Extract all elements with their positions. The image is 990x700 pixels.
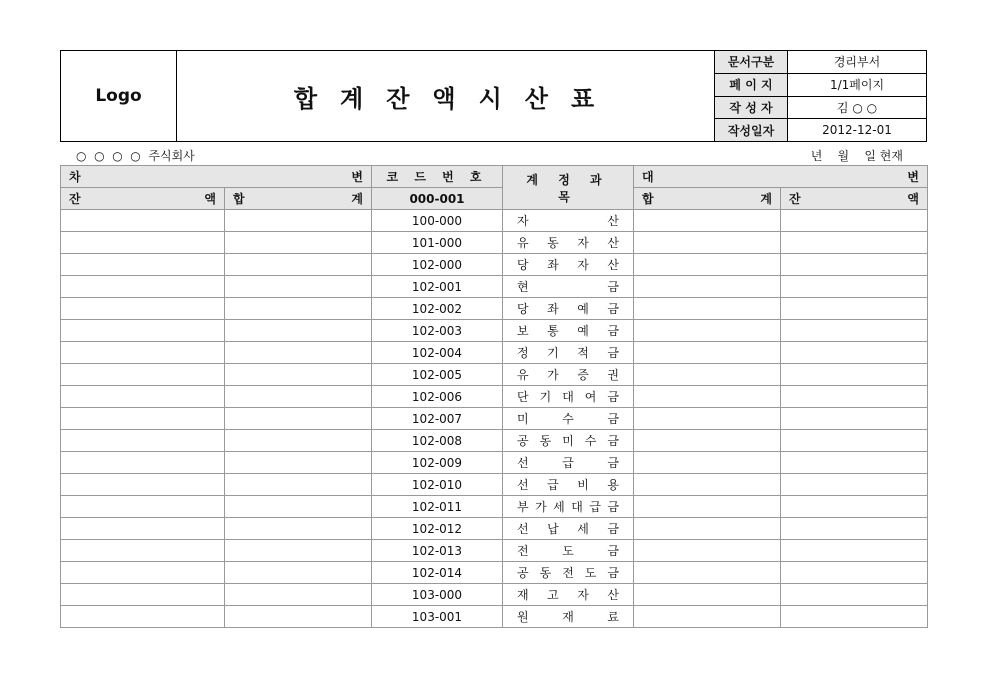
credit-balance-cell[interactable] — [781, 562, 928, 584]
credit-total-cell[interactable] — [634, 232, 781, 254]
debit-balance-cell[interactable] — [61, 430, 225, 452]
account-cell — [503, 518, 634, 540]
debit-balance-cell[interactable] — [61, 298, 225, 320]
debit-total-cell[interactable] — [225, 474, 372, 496]
header-char: 합 — [642, 192, 654, 206]
account-name: 재 고 자 산 — [517, 588, 619, 602]
debit-balance-cell[interactable] — [61, 386, 225, 408]
account-name: 부 가 세 대 급 금 — [517, 500, 619, 514]
credit-total-cell[interactable] — [634, 496, 781, 518]
table-row — [61, 364, 928, 386]
debit-total-cell[interactable] — [225, 540, 372, 562]
debit-total-cell[interactable] — [225, 386, 372, 408]
code-cell: 102-001 — [372, 276, 503, 298]
debit-total-cell[interactable] — [225, 562, 372, 584]
logo: Logo — [61, 51, 177, 141]
debit-total-cell[interactable] — [225, 408, 372, 430]
table-row — [61, 584, 928, 606]
account-name: 보 통 예 금 — [517, 324, 619, 338]
debit-total-cell[interactable] — [225, 606, 372, 628]
debit-total-cell[interactable] — [225, 496, 372, 518]
table-row — [61, 408, 928, 430]
table-row — [61, 430, 928, 452]
account-cell — [503, 496, 634, 518]
code-cell: 102-005 — [372, 364, 503, 386]
debit-balance-cell[interactable] — [61, 232, 225, 254]
credit-balance-cell[interactable] — [781, 386, 928, 408]
code-header: 코 드 번 호 — [372, 166, 503, 188]
debit-total-cell[interactable] — [225, 276, 372, 298]
credit-total-cell[interactable] — [634, 298, 781, 320]
account-cell — [503, 386, 634, 408]
info-label: 문서구분 — [715, 51, 788, 73]
code-cell: 102-011 — [372, 496, 503, 518]
code-cell: 101-000 — [372, 232, 503, 254]
debit-balance-cell[interactable] — [61, 276, 225, 298]
credit-balance-header — [781, 188, 928, 210]
table-row — [61, 298, 928, 320]
info-row — [715, 119, 926, 141]
debit-total-cell[interactable] — [225, 584, 372, 606]
account-name: 공 동 전 도 금 — [517, 566, 619, 580]
debit-balance-cell[interactable] — [61, 254, 225, 276]
code-cell: 102-013 — [372, 540, 503, 562]
debit-balance-cell[interactable] — [61, 518, 225, 540]
debit-total-cell[interactable] — [225, 452, 372, 474]
credit-balance-cell[interactable] — [781, 518, 928, 540]
credit-label-suffix: 변 — [907, 170, 919, 184]
credit-total-cell[interactable] — [634, 408, 781, 430]
header-char: 잔 — [69, 192, 81, 206]
debit-total-cell[interactable] — [225, 430, 372, 452]
account-cell — [503, 584, 634, 606]
credit-total-cell[interactable] — [634, 562, 781, 584]
code-cell: 102-000 — [372, 254, 503, 276]
account-cell — [503, 606, 634, 628]
credit-balance-cell[interactable] — [781, 474, 928, 496]
account-cell — [503, 474, 634, 496]
credit-total-cell[interactable] — [634, 474, 781, 496]
table-row — [61, 386, 928, 408]
code-cell: 100-000 — [372, 210, 503, 232]
info-value: 1/1페이지 — [829, 78, 885, 93]
table-row — [61, 562, 928, 584]
subline — [60, 145, 927, 163]
debit-total-cell[interactable] — [225, 320, 372, 342]
credit-balance-cell[interactable] — [781, 496, 928, 518]
account-name: 당 좌 예 금 — [517, 302, 619, 316]
debit-total-cell[interactable] — [225, 342, 372, 364]
code-cell: 102-014 — [372, 562, 503, 584]
credit-total-cell[interactable] — [634, 386, 781, 408]
credit-balance-cell[interactable] — [781, 606, 928, 628]
credit-total-cell[interactable] — [634, 518, 781, 540]
account-cell — [503, 540, 634, 562]
debit-balance-cell[interactable] — [61, 364, 225, 386]
credit-balance-cell[interactable] — [781, 584, 928, 606]
debit-balance-cell[interactable] — [61, 342, 225, 364]
account-cell — [503, 452, 634, 474]
header-char: 합 — [233, 192, 245, 206]
account-cell — [503, 430, 634, 452]
credit-balance-cell[interactable] — [781, 298, 928, 320]
credit-balance-cell[interactable] — [781, 540, 928, 562]
table-row — [61, 276, 928, 298]
credit-total-cell[interactable] — [634, 606, 781, 628]
account-name: 선 급 비 용 — [517, 478, 619, 492]
code-cell: 102-004 — [372, 342, 503, 364]
info-label: 작 성 자 — [715, 97, 788, 119]
credit-total-cell[interactable] — [634, 584, 781, 606]
account-cell — [503, 210, 634, 232]
account-cell — [503, 342, 634, 364]
account-header: 계 정 과 목 — [503, 166, 634, 210]
account-name: 선 납 세 금 — [517, 522, 619, 536]
code-cell: 102-002 — [372, 298, 503, 320]
document-info — [715, 51, 926, 141]
credit-balance-cell[interactable] — [781, 210, 928, 232]
credit-total-cell[interactable] — [634, 276, 781, 298]
debit-label: 차 — [69, 170, 81, 184]
company-name: ○ ○ ○ ○ 주식회사 — [76, 149, 195, 163]
code-cell: 103-001 — [372, 606, 503, 628]
credit-balance-cell[interactable] — [781, 342, 928, 364]
document-header — [60, 50, 927, 142]
debit-balance-cell[interactable] — [61, 210, 225, 232]
as-of-date: 년 월 일 현재 — [810, 149, 903, 163]
credit-total-cell[interactable] — [634, 254, 781, 276]
code-cell: 102-012 — [372, 518, 503, 540]
table-row — [61, 496, 928, 518]
info-value: 김 ○ ○ — [836, 100, 878, 115]
debit-balance-cell[interactable] — [61, 606, 225, 628]
account-name: 전 도 금 — [517, 544, 619, 558]
account-cell — [503, 320, 634, 342]
account-name: 원 재 료 — [517, 610, 619, 624]
header-char: 잔 — [789, 192, 801, 206]
account-cell — [503, 276, 634, 298]
info-row — [715, 51, 926, 74]
account-name: 당 좌 자 산 — [517, 258, 619, 272]
account-name: 단 기 대 여 금 — [517, 390, 619, 404]
credit-total-cell[interactable] — [634, 452, 781, 474]
account-name: 자 산 — [517, 214, 619, 228]
credit-balance-cell[interactable] — [781, 364, 928, 386]
account-name: 정 기 적 금 — [517, 346, 619, 360]
table-row — [61, 606, 928, 628]
credit-balance-cell[interactable] — [781, 276, 928, 298]
header-char: 액 — [907, 192, 919, 206]
debit-total-header — [225, 188, 372, 210]
account-cell — [503, 408, 634, 430]
code-cell: 102-007 — [372, 408, 503, 430]
table-row — [61, 474, 928, 496]
debit-total-cell[interactable] — [225, 518, 372, 540]
debit-balance-cell[interactable] — [61, 320, 225, 342]
account-cell — [503, 254, 634, 276]
info-label: 페 이 지 — [715, 74, 788, 96]
table-body — [61, 210, 928, 628]
table-row — [61, 254, 928, 276]
debit-total-cell[interactable] — [225, 232, 372, 254]
page-title: 합계잔액시산표 — [177, 51, 715, 141]
debit-balance-header — [61, 188, 225, 210]
debit-balance-cell[interactable] — [61, 496, 225, 518]
credit-balance-cell[interactable] — [781, 430, 928, 452]
account-cell — [503, 232, 634, 254]
code-cell: 102-006 — [372, 386, 503, 408]
debit-balance-cell[interactable] — [61, 562, 225, 584]
table-row — [61, 210, 928, 232]
debit-balance-cell[interactable] — [61, 474, 225, 496]
credit-balance-cell[interactable] — [781, 254, 928, 276]
debit-total-cell[interactable] — [225, 298, 372, 320]
credit-total-header — [634, 188, 781, 210]
credit-balance-cell[interactable] — [781, 232, 928, 254]
info-value: 경리부서 — [833, 55, 881, 70]
credit-header — [634, 166, 928, 188]
debit-header — [61, 166, 372, 188]
code-cell: 102-010 — [372, 474, 503, 496]
table-row — [61, 232, 928, 254]
account-name: 공 동 미 수 금 — [517, 434, 619, 448]
info-label: 작성일자 — [715, 119, 788, 141]
code-cell: 102-008 — [372, 430, 503, 452]
header-char: 액 — [204, 192, 216, 206]
debit-balance-cell[interactable] — [61, 452, 225, 474]
debit-total-cell[interactable] — [225, 210, 372, 232]
credit-label: 대 — [642, 170, 654, 184]
debit-balance-cell[interactable] — [61, 408, 225, 430]
credit-balance-cell[interactable] — [781, 320, 928, 342]
info-value: 2012-12-01 — [822, 123, 892, 138]
code-cell: 102-003 — [372, 320, 503, 342]
account-cell — [503, 298, 634, 320]
account-cell — [503, 562, 634, 584]
info-row — [715, 97, 926, 120]
trial-balance-table — [60, 165, 928, 628]
code-subheader: 000-001 — [372, 188, 503, 210]
debit-label-suffix: 변 — [351, 170, 363, 184]
account-name: 유 동 자 산 — [517, 236, 619, 250]
account-name: 미 수 금 — [517, 412, 619, 426]
credit-total-cell[interactable] — [634, 540, 781, 562]
code-cell: 103-000 — [372, 584, 503, 606]
account-cell — [503, 364, 634, 386]
debit-balance-cell[interactable] — [61, 584, 225, 606]
table-row — [61, 452, 928, 474]
debit-total-cell[interactable] — [225, 254, 372, 276]
header-char: 계 — [351, 192, 363, 206]
table-row — [61, 518, 928, 540]
credit-balance-cell[interactable] — [781, 452, 928, 474]
account-name: 선 급 금 — [517, 456, 619, 470]
account-name: 현 금 — [517, 280, 619, 294]
credit-total-cell[interactable] — [634, 210, 781, 232]
info-row — [715, 74, 926, 97]
table-row — [61, 342, 928, 364]
table-row — [61, 320, 928, 342]
debit-total-cell[interactable] — [225, 364, 372, 386]
debit-balance-cell[interactable] — [61, 540, 225, 562]
table-row — [61, 540, 928, 562]
credit-total-cell[interactable] — [634, 320, 781, 342]
credit-total-cell[interactable] — [634, 364, 781, 386]
credit-total-cell[interactable] — [634, 430, 781, 452]
credit-total-cell[interactable] — [634, 342, 781, 364]
header-char: 계 — [760, 192, 772, 206]
account-name: 유 가 증 권 — [517, 368, 619, 382]
credit-balance-cell[interactable] — [781, 408, 928, 430]
code-cell: 102-009 — [372, 452, 503, 474]
